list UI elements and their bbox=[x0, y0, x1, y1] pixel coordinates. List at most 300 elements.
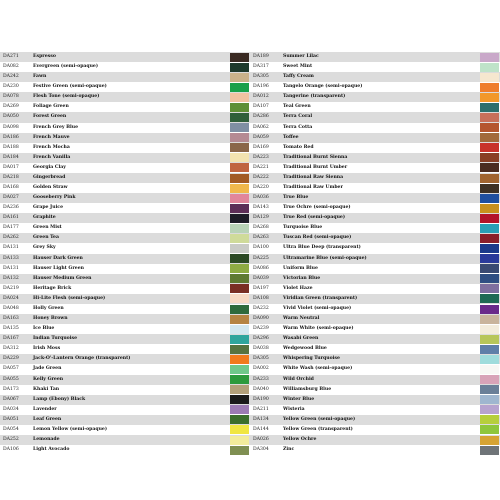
color-row bbox=[0, 92, 250, 102]
color-swatch bbox=[480, 315, 499, 324]
color-swatch bbox=[230, 174, 249, 183]
color-swatch bbox=[230, 365, 249, 374]
color-code: DA100 bbox=[253, 245, 269, 251]
color-name: Terra Coral bbox=[283, 114, 313, 120]
color-name: Yellow Green (semi-opaque) bbox=[283, 416, 356, 422]
color-code: DA098 bbox=[3, 124, 19, 130]
color-name: Irish Moss bbox=[33, 346, 61, 352]
color-swatch bbox=[480, 93, 499, 102]
color-row bbox=[250, 264, 500, 274]
color-swatch bbox=[230, 395, 249, 404]
color-code: DA262 bbox=[3, 235, 19, 241]
color-row bbox=[0, 213, 250, 223]
color-row bbox=[250, 324, 500, 334]
color-swatch bbox=[230, 345, 249, 354]
color-row bbox=[0, 304, 250, 314]
color-swatch bbox=[230, 133, 249, 142]
color-code: DA220 bbox=[253, 185, 269, 191]
color-row bbox=[0, 203, 250, 213]
color-name: Hauser Light Green bbox=[33, 265, 84, 271]
color-row bbox=[0, 243, 250, 253]
color-row bbox=[250, 314, 500, 324]
right-column bbox=[250, 52, 500, 455]
color-swatch bbox=[230, 284, 249, 293]
color-name: Jack-O'-Lantern Orange (transparent) bbox=[33, 356, 131, 362]
color-code: DA188 bbox=[3, 144, 19, 150]
color-name: Tuscan Red (semi-opaque) bbox=[283, 235, 352, 241]
color-swatch bbox=[230, 143, 249, 152]
color-row bbox=[0, 395, 250, 405]
color-code: DA252 bbox=[3, 436, 19, 442]
color-name: Georgia Clay bbox=[33, 164, 66, 170]
color-code: DA219 bbox=[3, 285, 19, 291]
color-row bbox=[250, 233, 500, 243]
color-name: Evergreen (semi-opaque) bbox=[33, 64, 99, 70]
color-name: Hauser Dark Green bbox=[33, 255, 83, 261]
left-column bbox=[0, 52, 250, 455]
color-swatch bbox=[480, 224, 499, 233]
color-code: DA312 bbox=[3, 346, 19, 352]
color-code: DA144 bbox=[253, 426, 269, 432]
color-row bbox=[0, 233, 250, 243]
color-swatch bbox=[230, 436, 249, 445]
color-swatch bbox=[480, 63, 499, 72]
color-row bbox=[250, 415, 500, 425]
color-swatch bbox=[480, 294, 499, 303]
color-code: DA036 bbox=[253, 195, 269, 201]
color-name: Vivid Violet (semi-opaque) bbox=[283, 305, 352, 311]
color-name: Traditional Burnt Sienna bbox=[283, 154, 348, 160]
color-row bbox=[250, 72, 500, 82]
color-row bbox=[0, 254, 250, 264]
color-swatch bbox=[480, 214, 499, 223]
color-name: Wasabi Green bbox=[283, 336, 319, 342]
color-code: DA211 bbox=[253, 406, 269, 412]
color-row bbox=[0, 445, 250, 455]
color-name: Whispering Turquoise bbox=[283, 356, 340, 362]
color-swatch bbox=[480, 143, 499, 152]
color-row bbox=[250, 92, 500, 102]
color-code: DA233 bbox=[253, 376, 269, 382]
color-code: DA232 bbox=[253, 305, 269, 311]
color-swatch bbox=[230, 123, 249, 132]
color-code: DA062 bbox=[253, 124, 269, 130]
color-name: Fawn bbox=[33, 74, 47, 80]
color-row bbox=[250, 364, 500, 374]
color-swatch bbox=[230, 335, 249, 344]
color-swatch bbox=[480, 436, 499, 445]
color-name: Khaki Tan bbox=[33, 386, 60, 392]
color-name: Jade Green bbox=[33, 366, 62, 372]
color-code: DA027 bbox=[3, 195, 19, 201]
color-swatch bbox=[230, 264, 249, 273]
color-row bbox=[0, 405, 250, 415]
color-name: Honey Brown bbox=[33, 316, 68, 322]
color-code: DA225 bbox=[253, 255, 269, 261]
color-swatch bbox=[230, 244, 249, 253]
color-swatch bbox=[480, 123, 499, 132]
color-name: Lemon Yellow (semi-opaque) bbox=[33, 426, 108, 432]
color-name: Ultra Blue Deep (transparent) bbox=[283, 245, 361, 251]
color-code: DA135 bbox=[3, 326, 19, 332]
color-swatch bbox=[230, 305, 249, 314]
color-swatch bbox=[230, 405, 249, 414]
color-name: Hi-Lite Flesh (semi-opaque) bbox=[33, 295, 106, 301]
color-code: DA055 bbox=[3, 376, 19, 382]
color-swatch bbox=[230, 103, 249, 112]
color-code: DA108 bbox=[253, 295, 269, 301]
color-swatch bbox=[480, 305, 499, 314]
color-name: Toffee bbox=[283, 134, 299, 140]
color-name: Warm White (semi-opaque) bbox=[283, 326, 354, 332]
color-name: Lemonade bbox=[33, 436, 60, 442]
color-code: DA107 bbox=[253, 104, 269, 110]
color-row bbox=[250, 223, 500, 233]
color-row bbox=[250, 395, 500, 405]
color-row bbox=[250, 334, 500, 344]
color-code: DA163 bbox=[3, 316, 19, 322]
color-swatch bbox=[480, 73, 499, 82]
color-row bbox=[0, 294, 250, 304]
color-row bbox=[0, 284, 250, 294]
color-row bbox=[250, 213, 500, 223]
color-code: DA263 bbox=[253, 235, 269, 241]
color-swatch bbox=[230, 163, 249, 172]
color-code: DA186 bbox=[3, 134, 19, 140]
color-name: True Blue bbox=[283, 195, 309, 201]
color-code: DA304 bbox=[253, 447, 269, 453]
color-row bbox=[0, 264, 250, 274]
color-row bbox=[0, 153, 250, 163]
color-swatch bbox=[480, 274, 499, 283]
color-swatch bbox=[230, 315, 249, 324]
color-swatch bbox=[230, 446, 249, 455]
color-row bbox=[250, 173, 500, 183]
color-name: Wild Orchid bbox=[283, 376, 314, 382]
color-name: Yellow Ochre bbox=[283, 436, 317, 442]
color-name: Traditional Burnt Umber bbox=[283, 164, 348, 170]
color-row bbox=[250, 385, 500, 395]
color-name: Tangerine (transparent) bbox=[283, 94, 346, 100]
color-row bbox=[0, 425, 250, 435]
color-name: Foliage Green bbox=[33, 104, 69, 110]
color-code: DA039 bbox=[253, 275, 269, 281]
color-code: DA169 bbox=[253, 144, 269, 150]
color-code: DA048 bbox=[3, 305, 19, 311]
color-code: DA026 bbox=[253, 436, 269, 442]
color-name: Taffy Cream bbox=[283, 74, 314, 80]
color-name: French Mocha bbox=[33, 144, 70, 150]
color-code: DA131 bbox=[3, 265, 19, 271]
color-code: DA012 bbox=[253, 94, 269, 100]
color-swatch bbox=[230, 73, 249, 82]
color-row bbox=[0, 183, 250, 193]
color-swatch bbox=[230, 113, 249, 122]
color-swatch bbox=[480, 325, 499, 334]
color-swatch bbox=[230, 274, 249, 283]
color-row bbox=[250, 274, 500, 284]
color-swatch bbox=[230, 325, 249, 334]
color-code: DA086 bbox=[253, 265, 269, 271]
color-name: Ice Blue bbox=[33, 326, 55, 332]
color-name: Summer Lilac bbox=[283, 54, 319, 59]
color-row bbox=[0, 415, 250, 425]
color-name: White Wash (semi-opaque) bbox=[283, 366, 353, 372]
color-name: French Vanilla bbox=[33, 154, 71, 160]
color-code: DA054 bbox=[3, 426, 19, 432]
color-code: DA082 bbox=[3, 64, 19, 70]
color-code: DA078 bbox=[3, 94, 19, 100]
color-swatch bbox=[480, 174, 499, 183]
color-code: DA271 bbox=[3, 54, 19, 59]
color-row bbox=[0, 72, 250, 82]
color-code: DA040 bbox=[253, 386, 269, 392]
color-row bbox=[0, 193, 250, 203]
color-code: DA059 bbox=[253, 134, 269, 140]
color-name: Yellow Green (transparent) bbox=[283, 426, 353, 432]
color-name: Indian Turquoise bbox=[33, 336, 77, 342]
color-code: DA268 bbox=[253, 225, 269, 231]
color-name: Ultramarine Blue (semi-opaque) bbox=[283, 255, 367, 261]
color-swatch bbox=[480, 415, 499, 424]
color-code: DA305 bbox=[253, 356, 269, 362]
color-swatch bbox=[480, 133, 499, 142]
color-swatch bbox=[230, 375, 249, 384]
color-swatch bbox=[230, 415, 249, 424]
color-row bbox=[0, 354, 250, 364]
color-row bbox=[0, 314, 250, 324]
color-swatch bbox=[480, 184, 499, 193]
color-row bbox=[0, 123, 250, 133]
color-swatch bbox=[480, 244, 499, 253]
color-name: Festive Green (semi-opaque) bbox=[33, 84, 107, 90]
color-row bbox=[250, 405, 500, 415]
color-code: DA129 bbox=[253, 215, 269, 221]
color-row bbox=[0, 274, 250, 284]
color-swatch bbox=[480, 254, 499, 263]
color-code: DA197 bbox=[253, 285, 269, 291]
color-code: DA143 bbox=[253, 205, 269, 211]
color-code: DA051 bbox=[3, 416, 19, 422]
color-swatch bbox=[230, 204, 249, 213]
color-code: DA161 bbox=[3, 215, 19, 221]
color-code: DA002 bbox=[253, 366, 269, 372]
color-code: DA239 bbox=[253, 326, 269, 332]
color-row bbox=[0, 385, 250, 395]
color-name: Williamsburg Blue bbox=[283, 386, 332, 392]
color-swatch bbox=[480, 375, 499, 384]
color-code: DA173 bbox=[3, 386, 19, 392]
color-swatch bbox=[230, 194, 249, 203]
color-code: DA090 bbox=[253, 316, 269, 322]
color-name: Leaf Green bbox=[33, 416, 62, 422]
color-name: Traditional Raw Sienna bbox=[283, 174, 344, 180]
color-swatch bbox=[230, 355, 249, 364]
color-name: Kelly Green bbox=[33, 376, 64, 382]
color-swatch bbox=[480, 264, 499, 273]
color-swatch bbox=[480, 355, 499, 364]
color-name: Grey Sky bbox=[33, 245, 56, 251]
color-row bbox=[250, 254, 500, 264]
color-row bbox=[250, 203, 500, 213]
color-row bbox=[250, 445, 500, 455]
color-row bbox=[250, 344, 500, 354]
color-swatch bbox=[230, 184, 249, 193]
color-swatch bbox=[480, 234, 499, 243]
color-swatch bbox=[230, 254, 249, 263]
color-row bbox=[0, 133, 250, 143]
color-swatch bbox=[230, 93, 249, 102]
color-row bbox=[0, 223, 250, 233]
color-row bbox=[250, 294, 500, 304]
color-code: DA223 bbox=[253, 154, 269, 160]
color-swatch bbox=[480, 113, 499, 122]
color-code: DA132 bbox=[3, 275, 19, 281]
color-code: DA218 bbox=[3, 174, 19, 180]
color-row bbox=[0, 364, 250, 374]
color-row bbox=[0, 344, 250, 354]
color-name: Wedgewood Blue bbox=[283, 346, 327, 352]
color-swatch bbox=[480, 53, 499, 62]
color-swatch bbox=[480, 335, 499, 344]
color-code: DA017 bbox=[3, 164, 19, 170]
color-row bbox=[250, 102, 500, 112]
color-row bbox=[0, 102, 250, 112]
color-name: True Ochre (semi-opaque) bbox=[283, 205, 351, 211]
color-code: DA024 bbox=[3, 295, 19, 301]
color-swatch bbox=[480, 385, 499, 394]
color-swatch bbox=[230, 425, 249, 434]
color-row bbox=[250, 435, 500, 445]
color-row bbox=[0, 163, 250, 173]
color-code: DA196 bbox=[253, 84, 269, 90]
color-swatch bbox=[480, 345, 499, 354]
color-swatch bbox=[480, 194, 499, 203]
color-row bbox=[250, 143, 500, 153]
color-swatch bbox=[230, 153, 249, 162]
color-swatch bbox=[230, 224, 249, 233]
color-name: Zinc bbox=[283, 447, 295, 453]
color-row bbox=[250, 62, 500, 72]
color-swatch bbox=[230, 83, 249, 92]
color-swatch bbox=[230, 385, 249, 394]
color-swatch bbox=[230, 234, 249, 243]
color-row bbox=[0, 435, 250, 445]
color-name: Violet Haze bbox=[283, 285, 313, 291]
color-row bbox=[250, 82, 500, 92]
color-row bbox=[250, 304, 500, 314]
color-code: DA106 bbox=[3, 447, 19, 453]
color-name: Victorian Blue bbox=[283, 275, 321, 281]
color-swatch bbox=[480, 365, 499, 374]
color-row bbox=[250, 375, 500, 385]
color-name: Graphite bbox=[33, 215, 56, 221]
color-name: Holly Green bbox=[33, 305, 64, 311]
color-swatch bbox=[480, 153, 499, 162]
color-row bbox=[0, 143, 250, 153]
color-row bbox=[250, 193, 500, 203]
color-code: DA167 bbox=[3, 336, 19, 342]
color-code: DA305 bbox=[253, 74, 269, 80]
color-code: DA184 bbox=[3, 154, 19, 160]
color-name: Warm Neutral bbox=[283, 316, 320, 322]
color-name: Grape Juice bbox=[33, 205, 64, 211]
color-row bbox=[0, 112, 250, 122]
color-name: Gingerbread bbox=[33, 174, 66, 180]
color-row bbox=[250, 425, 500, 435]
color-name: Teal Green bbox=[283, 104, 311, 110]
color-name: Hauser Medium Green bbox=[33, 275, 92, 281]
color-name: Uniform Blue bbox=[283, 265, 318, 271]
color-code: DA229 bbox=[3, 356, 19, 362]
color-row bbox=[0, 334, 250, 344]
color-row bbox=[250, 123, 500, 133]
color-code: DA222 bbox=[253, 174, 269, 180]
color-row bbox=[250, 183, 500, 193]
color-row bbox=[250, 112, 500, 122]
color-swatch bbox=[230, 214, 249, 223]
color-name: Turquoise Blue bbox=[283, 225, 323, 231]
color-row bbox=[250, 354, 500, 364]
color-code: DA034 bbox=[3, 406, 19, 412]
color-swatch bbox=[480, 103, 499, 112]
color-swatch bbox=[230, 63, 249, 72]
color-row bbox=[0, 62, 250, 72]
color-name: Gooseberry Pink bbox=[33, 195, 76, 201]
color-row bbox=[0, 52, 250, 62]
color-code: DA057 bbox=[3, 366, 19, 372]
color-row bbox=[0, 173, 250, 183]
color-name: Light Avocado bbox=[33, 447, 70, 453]
color-name: Sweet Mint bbox=[283, 64, 313, 70]
color-row bbox=[250, 133, 500, 143]
color-code: DA050 bbox=[3, 114, 19, 120]
color-swatch bbox=[480, 284, 499, 293]
color-name: Lamp (Ebony) Black bbox=[33, 396, 86, 402]
color-code: DA317 bbox=[253, 64, 269, 70]
color-code: DA131 bbox=[3, 245, 19, 251]
color-code: DA269 bbox=[3, 104, 19, 110]
color-name: French Grey Blue bbox=[33, 124, 79, 130]
color-code: DA189 bbox=[253, 54, 269, 59]
color-swatch bbox=[480, 395, 499, 404]
color-code: DA133 bbox=[3, 255, 19, 261]
color-name: Golden Straw bbox=[33, 185, 68, 191]
color-code: DA168 bbox=[3, 185, 19, 191]
color-name: Tomato Red bbox=[283, 144, 314, 150]
color-name: Green Mist bbox=[33, 225, 62, 231]
color-name: Green Tea bbox=[33, 235, 59, 241]
color-swatch bbox=[230, 53, 249, 62]
color-code: DA236 bbox=[3, 205, 19, 211]
color-row bbox=[250, 163, 500, 173]
color-row bbox=[250, 243, 500, 253]
color-row bbox=[250, 52, 500, 62]
color-name: Tangelo Orange (semi-opaque) bbox=[283, 84, 363, 90]
color-name: Wisteria bbox=[283, 406, 305, 412]
color-code: DA177 bbox=[3, 225, 19, 231]
color-code: DA296 bbox=[253, 336, 269, 342]
color-swatch bbox=[480, 163, 499, 172]
color-name: True Red (semi-opaque) bbox=[283, 215, 346, 221]
color-row bbox=[250, 284, 500, 294]
color-row bbox=[0, 324, 250, 334]
color-name: Viridian Green (transparent) bbox=[283, 295, 358, 301]
color-code: DA190 bbox=[253, 396, 269, 402]
color-name: Traditional Raw Umber bbox=[283, 185, 343, 191]
color-code: DA286 bbox=[253, 114, 269, 120]
color-name: Flesh Tone (semi-opaque) bbox=[33, 94, 100, 100]
